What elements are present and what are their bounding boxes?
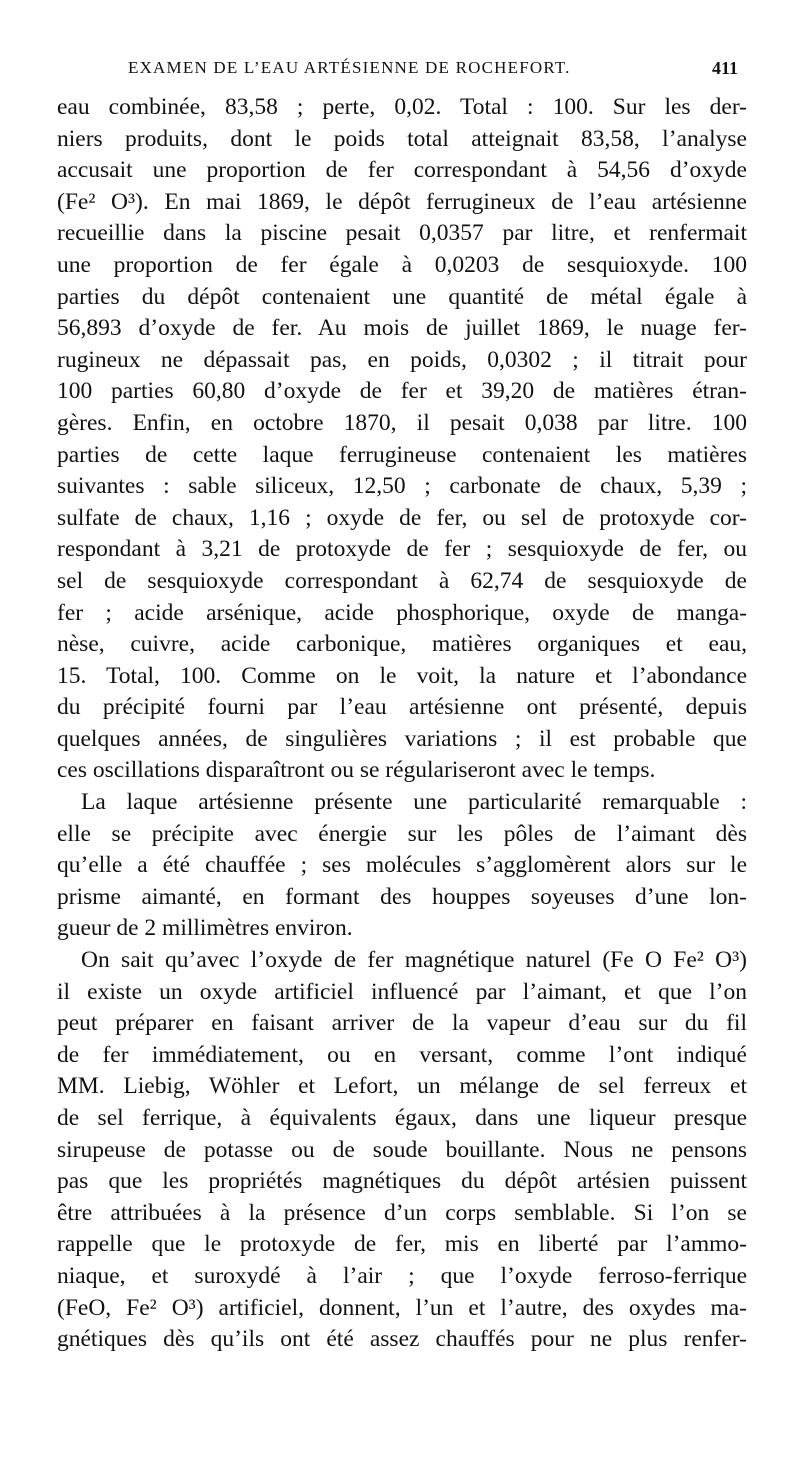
text-line: accusait une proportion de fer correspondant à 54,56 d’oxyde (57, 157, 747, 184)
paragraph-start-line: La laque artésienne présente une particularité remarquable : (81, 789, 747, 816)
text-line: il existe un oxyde artificiel influencé par l’aimant, et que l’on (57, 978, 747, 1005)
text-line: parties du dépôt contenaient une quantité de métal égale à (57, 283, 747, 310)
text-line: de sel ferrique, à équivalents égaux, dans une liqueur presque (57, 1105, 747, 1131)
text-line: niers produits, dont le poids total atteignait 83,58, l’analyse (57, 125, 747, 152)
text-line: être attribuées à la présence d’un corps semblable. Si l’on se (57, 1199, 747, 1226)
text-line: pas que les propriétés magnétiques du dépôt artésien puissent (57, 1168, 747, 1195)
text-line: peut préparer en faisant arriver de la vapeur d’eau sur du fil (57, 1010, 747, 1037)
text-line: recueillie dans la piscine pesait 0,0357 par litre, et renfermait (57, 220, 747, 247)
page-number: 411 (711, 58, 738, 78)
text-line: du précipité fourni par l’eau artésienne ont présenté, depuis (57, 694, 747, 721)
text-line: niaque, et suroxydé à l’air ; que l’oxyde ferroso-ferrique (57, 1262, 747, 1289)
text-line: rugineux ne dépassait pas, en poids, 0,0302 ; il titrait pour (57, 346, 747, 373)
running-title: EXAMEN DE L’EAU ARTÉSIENNE DE ROCHEFORT. (128, 58, 571, 77)
text-line: (Fe² O³). En mai 1869, le dépôt ferrugineux de l’eau artésienne (57, 188, 747, 215)
text-line: MM. Liebig, Wöhler et Lefort, un mélange de sel ferreux et (57, 1073, 747, 1100)
text-line: sulfate de chaux, 1,16 ; oxyde de fer, ou sel de protoxyde cor- (57, 504, 747, 531)
body-text (57, 92, 747, 1356)
text-line: quelques années, de singulières variations ; il est probable que (57, 725, 747, 752)
text-line: de fer immédiatement, ou en versant, comme l’ont indiqué (57, 1041, 747, 1068)
text-line: 56,893 d’oxyde de fer. Au mois de juillet 1869, le nuage fer- (57, 315, 747, 342)
text-line: gères. Enfin, en octobre 1870, il pesait 0,038 par litre. 100 (57, 409, 747, 436)
text-line: gnétiques dès qu’ils ont été assez chauffés pour ne plus renfer- (57, 1326, 747, 1353)
text-line: prisme aimanté, en formant des houppes soyeuses d’une lon- (57, 883, 747, 910)
text-line: rappelle que le protoxyde de fer, mis en liberté par l’ammo- (57, 1231, 747, 1258)
text-line: 15. Total, 100. Comme on le voit, la nature et l’abondance (57, 662, 747, 689)
text-line: fer ; acide arsénique, acide phosphorique, oxyde de manga- (57, 599, 747, 626)
text-line: respondant à 3,21 de protoxyde de fer ; sesquioxyde de fer, ou (57, 536, 747, 563)
text-line: eau combinée, 83,58 ; perte, 0,02. Total : 100. Sur les der- (57, 94, 747, 120)
text-line: nèse, cuivre, acide carbonique, matières organiques et eau, (57, 631, 747, 658)
text-line: 100 parties 60,80 d’oxyde de fer et 39,20 de matières étran- (57, 378, 747, 405)
text-line: suivantes : sable siliceux, 12,50 ; carbonate de chaux, 5,39 ; (57, 473, 747, 500)
paragraph-end-line: ces oscillations disparaîtront ou se régulariseront avec le temps. (57, 757, 656, 784)
text-line: qu’elle a été chauffée ; ses molécules s’agglomèrent alors sur le (57, 852, 747, 879)
text-line: (FeO, Fe² O³) artificiel, donnent, l’un et l’autre, des oxydes ma- (57, 1294, 747, 1321)
paragraph-start-line: On sait qu’avec l’oxyde de fer magnétique naturel (Fe O Fe² O³) (81, 947, 747, 974)
text-line: sel de sesquioxyde correspondant à 62,74 de sesquioxyde de (57, 567, 747, 594)
text-line: sirupeuse de potasse ou de soude bouillante. Nous ne pensons (57, 1136, 747, 1163)
text-line: parties de cette laque ferrugineuse contenaient les matières (57, 441, 747, 468)
paragraph-end-line: gueur de 2 millimètres environ. (57, 915, 353, 942)
text-line: une proportion de fer égale à 0,0203 de sesquioxyde. 100 (57, 251, 747, 278)
text-line: elle se précipite avec énergie sur les pôles de l’aimant dès (57, 820, 747, 847)
running-header (128, 58, 738, 84)
